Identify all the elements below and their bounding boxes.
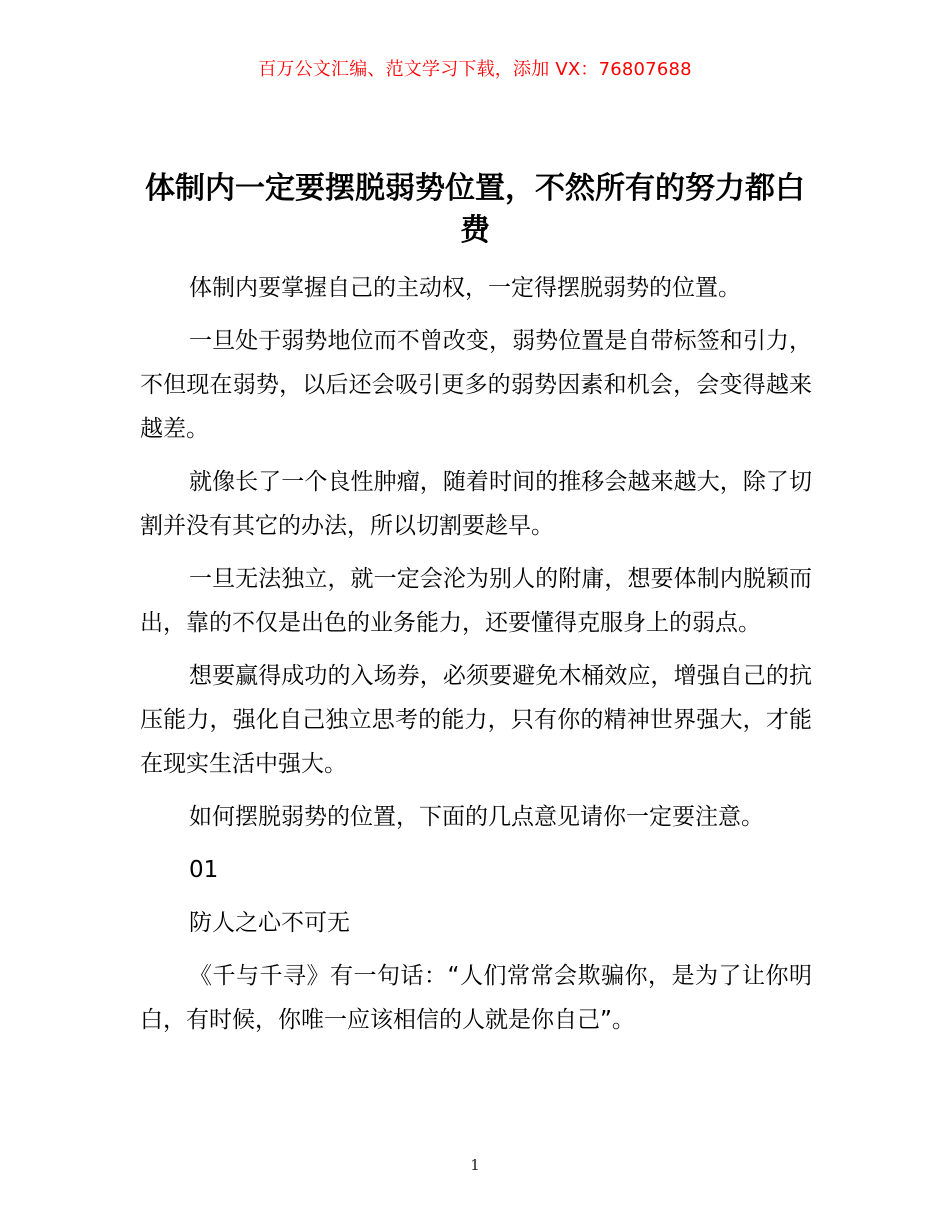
section-heading: 防人之心不可无 <box>189 910 350 936</box>
paragraph: 体制内要掌握自己的主动权，一定得摆脱弱势的位置。 <box>189 275 741 301</box>
document-body <box>140 266 812 1051</box>
section-number: 01 <box>189 857 219 883</box>
paragraph: 就像长了一个良性肿瘤，随着时间的推移会越来越大，除了切割并没有其它的办法，所以切割要趁早。 <box>140 469 812 539</box>
paragraph: 一旦无法独立，就一定会沦为别人的附庸，想要体制内脱颖而出，靠的不仅是出色的业务能力，还要懂得克服身上的弱点。 <box>140 566 812 636</box>
paragraph: 《千与千寻》有一句话：“人们常常会欺骗你，是为了让你明白，有时候，你唯一应该相信的人就是你自己”。 <box>140 963 812 1033</box>
document-title: 体制内一定要摆脱弱势位置，不然所有的努力都白费 <box>145 171 805 248</box>
paragraph: 如何摆脱弱势的位置，下面的几点意见请你一定要注意。 <box>189 804 764 830</box>
paragraph: 一旦处于弱势地位而不曾改变，弱势位置是自带标签和引力，不但现在弱势，以后还会吸引更多的弱势因素和机会，会变得越来越差。 <box>140 328 812 442</box>
header-watermark-text: 百万公文汇编、范文学习下载，添加 VX：76807688 <box>258 59 692 80</box>
paragraph: 想要赢得成功的入场券，必须要避免木桶效应，增强自己的抗压能力，强化自己独立思考的能力，只有你的精神世界强大，才能在现实生活中强大。 <box>140 663 812 777</box>
page-number: 1 <box>470 1156 480 1174</box>
